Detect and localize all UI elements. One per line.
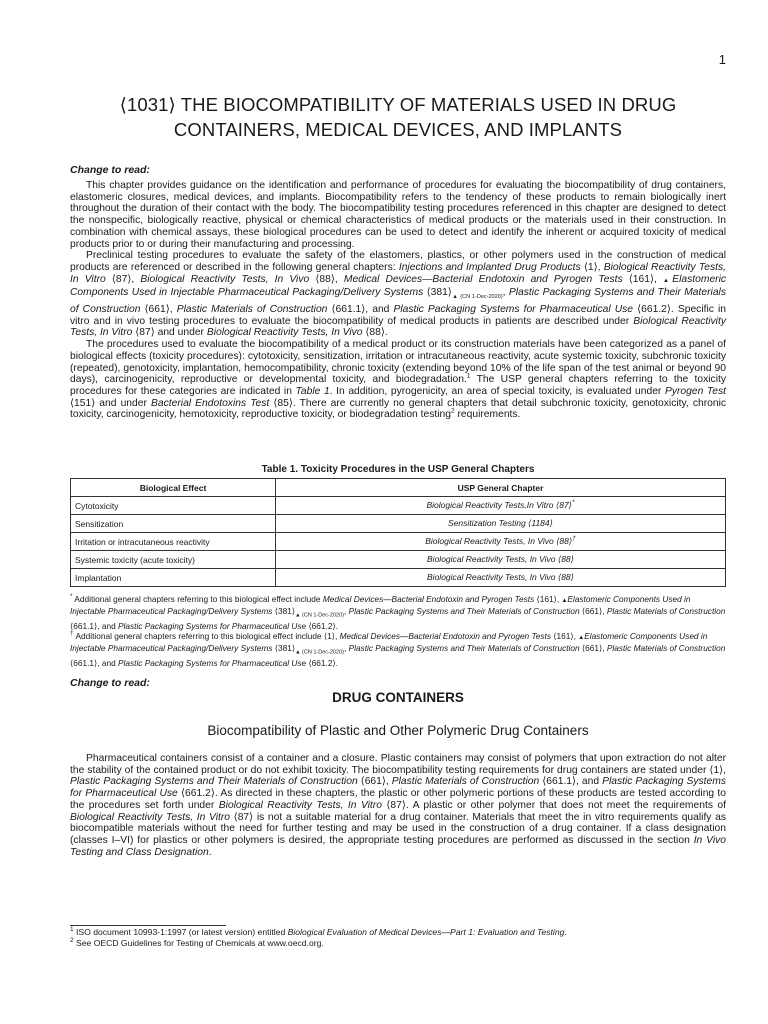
title-line-1: ⟨1031⟩ THE BIOCOMPATIBILITY OF MATERIALS USED IN DRUG	[119, 94, 677, 115]
table-cell-chapter: Biological Reactivity Tests, In Vivo ⟨88⟩	[276, 551, 726, 569]
footnote-ref-1: 1	[466, 372, 471, 380]
page-number: 1	[718, 52, 726, 67]
footnote-ref-2: 2	[450, 407, 455, 415]
footnote-1: $^1$ ISO document 10993-1:1997 (or latest version) entitled Biological Evaluation of Medical Devices—Part 1: Evaluation and Testing.	[70, 926, 567, 937]
subsection-heading: Biocompatibility of Plastic and Other Polymeric Drug Containers	[207, 723, 589, 738]
table-cell-effect: Cytotoxicity	[71, 497, 276, 515]
table-row	[71, 551, 726, 569]
table-cell-effect: Implantation	[71, 569, 276, 587]
intro-paragraph-2: Preclinical testing procedures to evaluate the safety of the elastomers, plastics, or other polymers used in the construction of medical products are referenced or described in the following general chapters: Injections and Implanted Drug Products ⟨1⟩, Biological Reactivity Tests, In Vitro ⟨87⟩, Biological Reactivity Tests, In Vivo ⟨88⟩, Medical Devices—Bacterial Endotoxin and Pyrogen Tests ⟨161⟩, ▲Elastomeric Components Used in Injectable Pharmaceutical Packaging/Delivery Systems $⟨381⟩_{▲ (CN 1-Dec-2020)}$, Plastic Packaging Systems and Their Materials of Construction ⟨661⟩, Plastic Materials of Construction ⟨661.1⟩, and Plastic Packaging Systems for Pharmaceutical Use ⟨661.2⟩. Specific in vitro and in vivo testing procedures to evaluate the biocompatibility of medical products in patients are described under Biological Reactivity Tests, In Vitro ⟨87⟩ and under Biological Reactivity Tests, In Vivo ⟨88⟩.	[70, 250, 727, 339]
table-1-block	[70, 464, 726, 587]
toxicity-table	[70, 478, 726, 587]
table-cell-chapter: Biological Reactivity Tests, In Vivo ⟨88⟩	[276, 569, 726, 587]
document-page	[70, 0, 726, 1024]
section-paragraph-1: Pharmaceutical containers consist of a container and a closure. Plastic containers may consist of polymers that upon extraction do not alter the stability of the contained product or do not exhibit toxicity. The biocompatibility testing requirements for drug containers are stated under ⟨1⟩, Plastic Packaging Systems and Their Materials of Construction ⟨661⟩, Plastic Materials of Construction ⟨661.1⟩, and Plastic Packaging Systems for Pharmaceutical Use ⟨661.2⟩. As directed in these chapters, the plastic or other polymeric portions of these products are tested according to the procedures set forth under Biological Reactivity Tests, In Vitro ⟨87⟩. A plastic or other polymer that does not meet the requirements of Biological Reactivity Tests, In Vitro ⟨87⟩ is not a suitable material for a drug container. Materials that meet the in vitro requirements qualify as biocompatible materials without the need for further testing and may be used in the construction of a drug container. If a class designation (classes I–VI) for plastics or other polymers is desired, the appropriate testing procedures are performed as discussed in the section In Vivo Testing and Class Designation.	[70, 753, 727, 858]
table-header-cell: Biological Effect	[71, 479, 276, 497]
page-title	[70, 92, 726, 142]
table-header-row	[71, 479, 726, 497]
revision-marker: ▲	[663, 277, 673, 284]
intro-paragraph-1: This chapter provides guidance on the identification and performance of procedures for evaluating the biocompatibility of drug containers, elastomeric closures, medical devices, and implants. Biocompatibility refers to the tendency of these products to remain biologically inert throughout the duration of their contact with the body. The biocompatibility testing procedures referenced in this chapter are designed to detect the nonspecific, biologically reactive, physical or chemical characteristics of medical products or the materials used in their construction. In combination with chemical assays, these biological procedures can be used to detect and identify the inherent or acquired toxicity of medical products prior to or during their manufacturing and processing.	[70, 180, 726, 250]
table-cell-effect: Sensitization	[71, 515, 276, 533]
table-header-cell: USP General Chapter	[276, 479, 726, 497]
table-note-2: † Additional general chapters referring to this biological effect include ⟨1⟩, Medical Devices—Bacterial Endotoxin and Pyrogen Tests ⟨161⟩, ▲Elastomeric Components Used in Injectable Pharmaceutical Packaging/Delivery Systems $⟨381⟩_{▲ (CN 1-Dec-2020)}$, Plastic Packaging Systems and Their Materials of Construction ⟨661⟩, Plastic Materials of Construction ⟨661.1⟩, and Plastic Packaging Systems for Pharmaceutical Use ⟨661.2⟩.	[70, 630, 726, 669]
table-row	[71, 569, 726, 587]
change-to-read-label: Change to read:	[70, 164, 150, 176]
table-row	[71, 515, 726, 533]
table-notes	[70, 594, 726, 669]
table-row	[71, 497, 726, 515]
table-cell-chapter: Sensitization Testing ⟨1184⟩	[276, 515, 726, 533]
title-line-2: CONTAINERS, MEDICAL DEVICES, AND IMPLANTS	[173, 119, 623, 140]
table-cell-effect: Irritation or intracutaneous reactivity	[71, 533, 276, 551]
table-cell-effect: Systemic toxicity (acute toxicity)	[71, 551, 276, 569]
section-heading: DRUG CONTAINERS	[332, 690, 464, 705]
footnotes	[70, 927, 567, 949]
table-note-1: * Additional general chapters referring to this biological effect include Medical Devices—Bacterial Endotoxin and Pyrogen Tests ⟨161⟩, ▲Elastomeric Components Used in Injectable Pharmaceutical Packaging/Delivery Systems $⟨381⟩_{▲ (CN 1-Dec-2020)}$, Plastic Packaging Systems and Their Materials of Construction ⟨661⟩, Plastic Materials of Construction ⟨661.1⟩, and Plastic Packaging Systems for Pharmaceutical Use ⟨661.2⟩.	[70, 593, 726, 632]
change-to-read-label-2: Change to read:	[70, 677, 150, 689]
table-caption: Table 1. Toxicity Procedures in the USP General Chapters	[261, 464, 535, 475]
footnote-2: $^2$ See OECD Guidelines for Testing of Chemicals at www.oecd.org.	[70, 937, 324, 948]
table-row	[71, 533, 726, 551]
footnote-divider	[70, 925, 226, 926]
intro-text	[70, 180, 726, 421]
table-cell-chapter: Biological Reactivity Tests, In Vivo ⟨88⟩†	[276, 533, 726, 551]
section-text	[70, 753, 726, 858]
table-cell-chapter: Biological Reactivity Tests,In Vitro ⟨87⟩*	[276, 497, 726, 515]
intro-paragraph-3: The procedures used to evaluate the biocompatibility of a medical product or its construction materials have been categorized as a panel of biological effects (toxicity procedures): cytotoxicity, sensitization, irritation or intracutaneous reactivity, acute systemic toxicity, subchronic toxicity (repeated), genotoxicity, implantation, hemocompatibility, chronic toxicity (extending beyond 10% of the life span of the test animal or beyond 90 days), carcinogenicity, reproductive or developmental toxicity, and biodegradation.$^1$ The USP general chapters referring to the toxicity procedures for these categories are indicated in Table 1. In addition, pyrogenicity, an area of special toxicity, is evaluated under Pyrogen Test ⟨151⟩ and under Bacterial Endotoxins Test ⟨85⟩. There are currently no general chapters that detail subchronic toxicity, genotoxicity, chronic toxicity, carcinogenicity, hemotoxicity, reproductive toxicity, or biodegradation testing$^2$ requirements.	[70, 339, 727, 421]
revision-note: ▲ (CN 1-Dec-2020)	[451, 294, 503, 301]
